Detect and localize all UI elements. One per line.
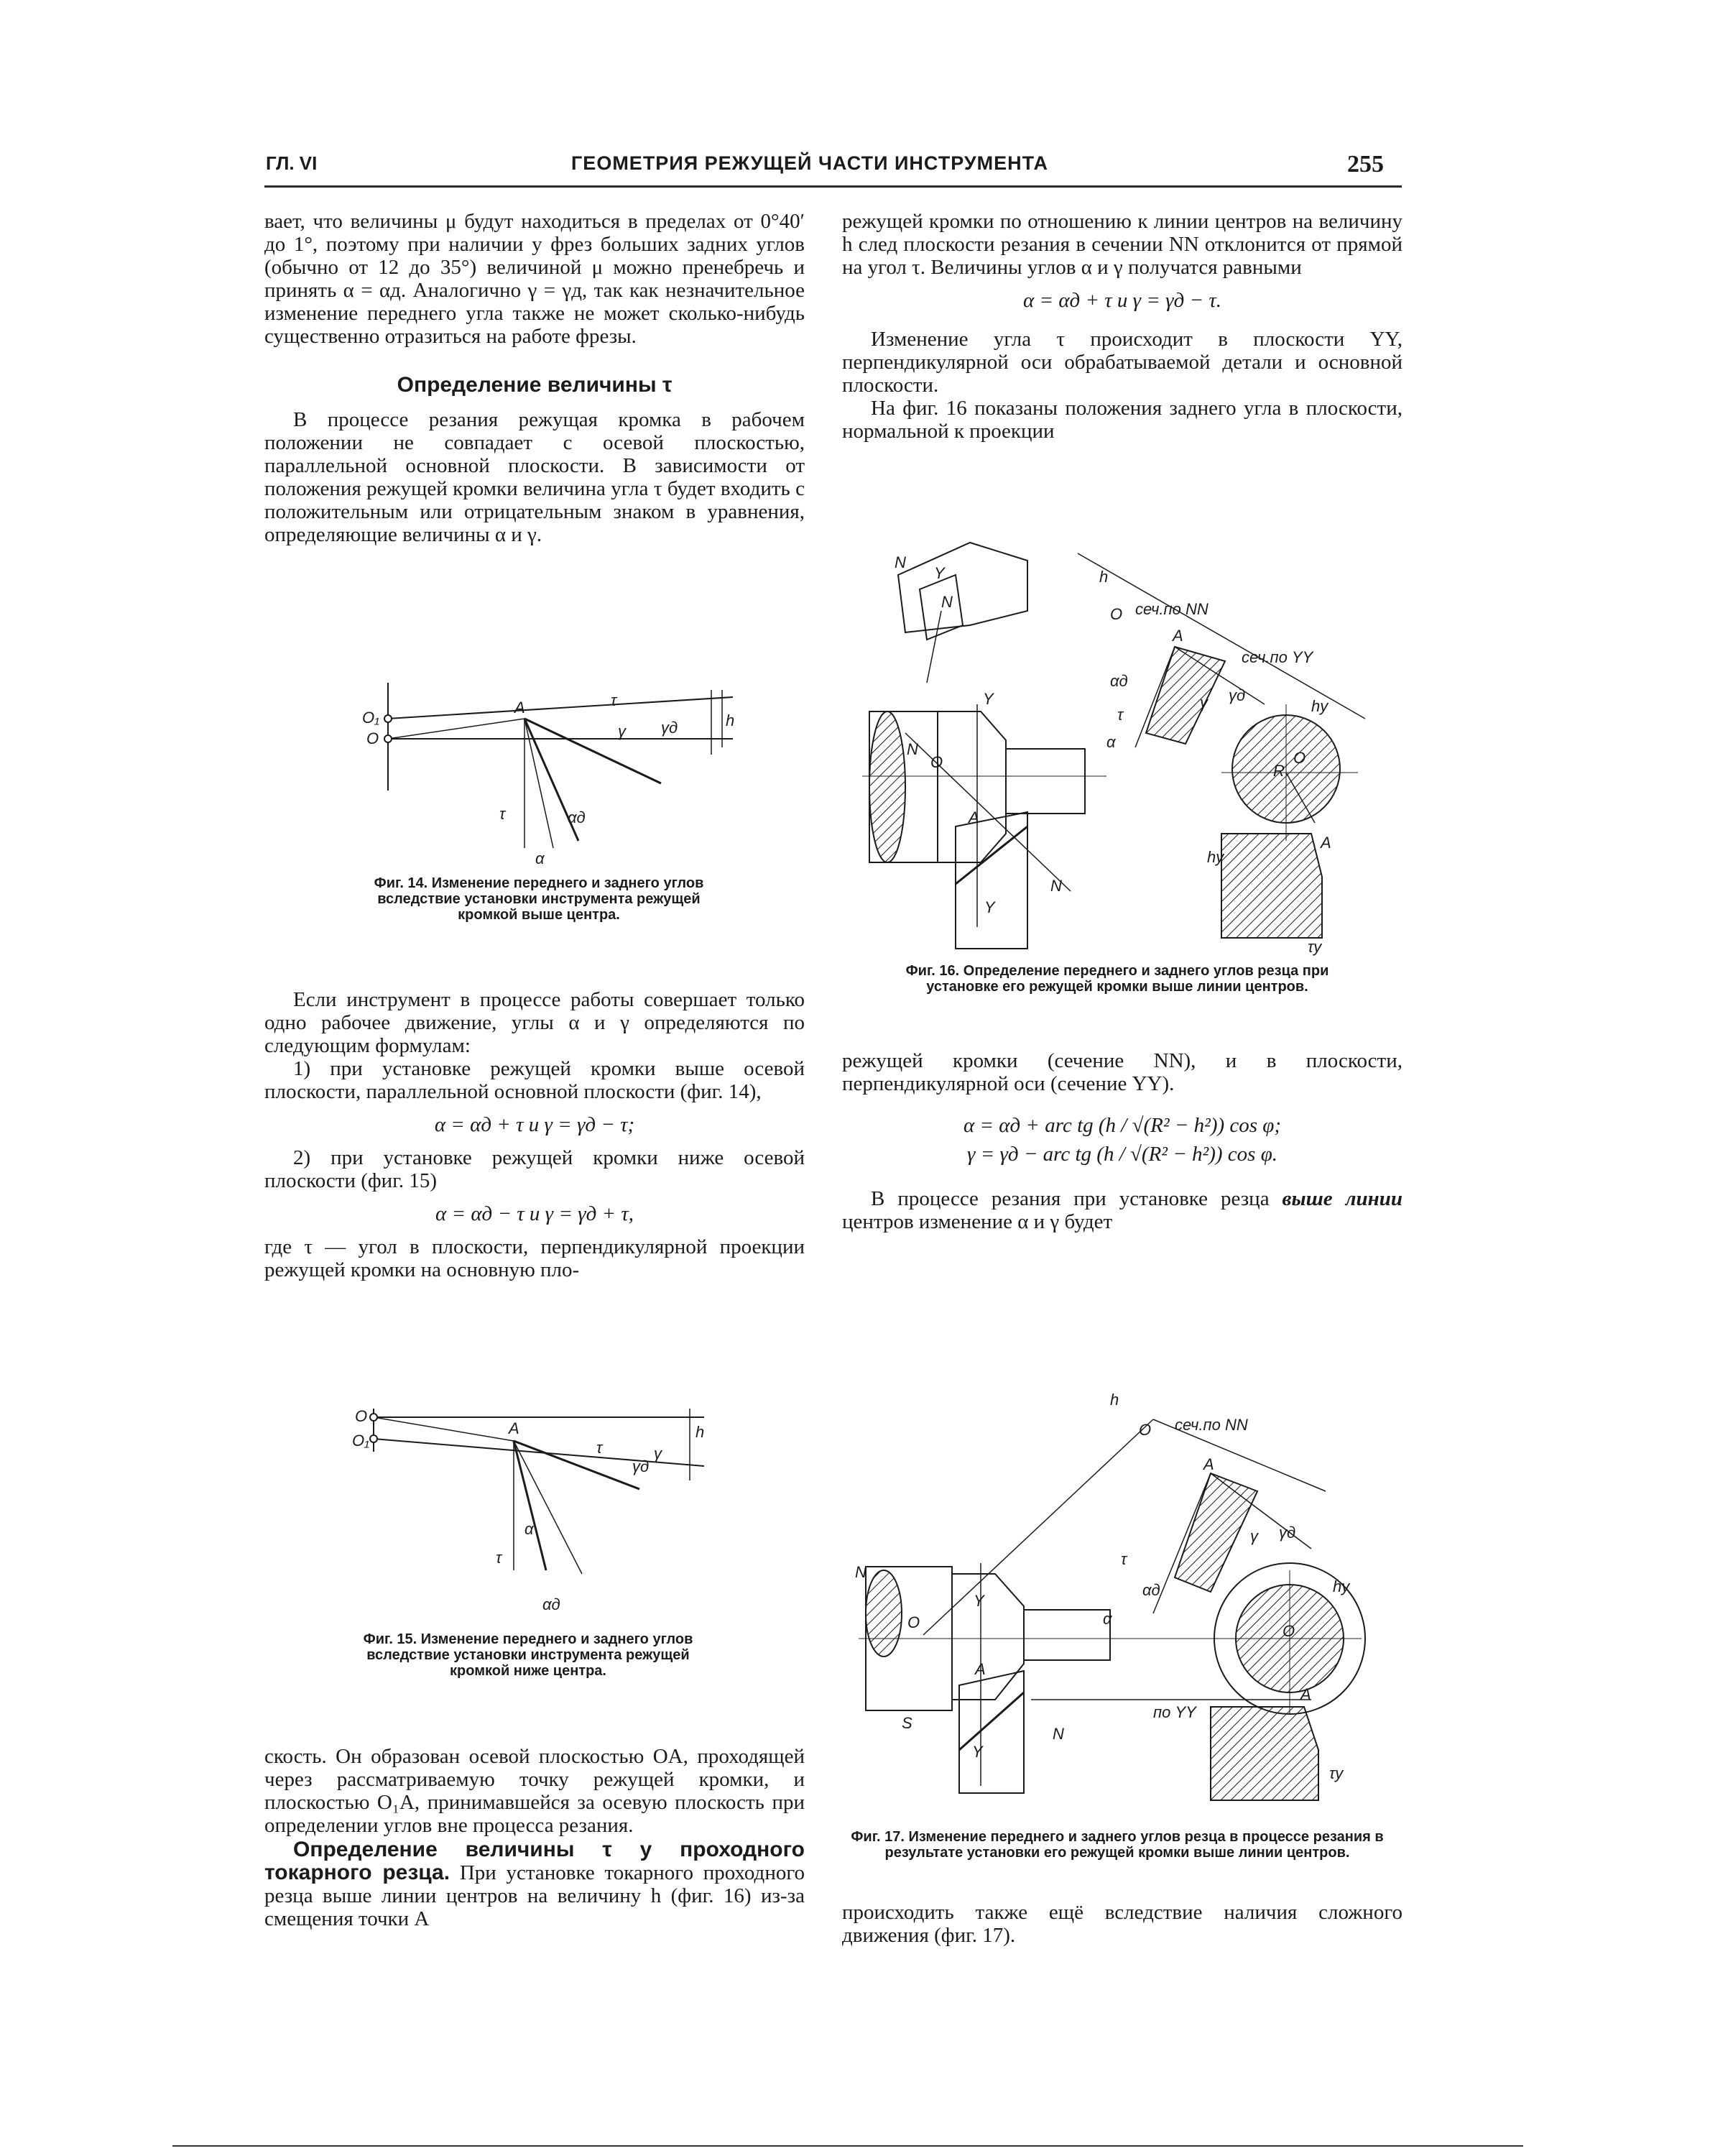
- fig15-label: τ: [596, 1439, 603, 1457]
- fig17-label: сеч.по NN: [1175, 1416, 1248, 1434]
- fig16-label: Y: [984, 898, 995, 916]
- fig16-label: R: [1273, 762, 1285, 780]
- fig14-label: τ: [499, 805, 506, 823]
- figure-caption: Фиг. 14. Изменение переднего и заднего углов вследствие установки инструмента режущей кромкой выше центра.: [374, 875, 704, 923]
- fig15-label: α: [524, 1520, 534, 1538]
- fig16-label: τy: [1308, 938, 1322, 956]
- fig14-label: h: [726, 711, 735, 729]
- chapter-label: ГЛ. VI: [266, 152, 318, 174]
- fig17-label: по YY: [1153, 1703, 1196, 1721]
- fig16-label: сеч.по NN: [1135, 600, 1209, 618]
- fig16-label: A: [1321, 834, 1331, 852]
- formula: γ = γд − arc tg (h / √(R² − h²)) cos φ.: [966, 1143, 1278, 1166]
- paragraph: происходить также ещё вследствие наличия сложного движения (фиг. 17).: [842, 1901, 1402, 1947]
- fig16-label: hy: [1207, 848, 1224, 866]
- fig14-label: γд: [661, 719, 678, 737]
- fig16-label: A: [1173, 627, 1183, 645]
- left-column-bottom: [264, 1745, 805, 1930]
- fig16-label: O: [1293, 749, 1306, 767]
- fig16-label: γд: [1229, 686, 1246, 704]
- fig17-label: hy: [1333, 1577, 1350, 1595]
- page-edge-rule: [172, 2145, 1523, 2147]
- figure-15: [352, 1401, 726, 1624]
- fig14-label: α: [535, 849, 545, 867]
- formula: α = αд − τ и γ = γд + τ,: [435, 1202, 634, 1225]
- section-heading: Определение величины τ у проходного токарного резца.: [264, 1838, 805, 1884]
- formula: α = αд + τ и γ = γд − τ.: [1023, 289, 1221, 312]
- fig16-label: N: [895, 553, 906, 571]
- paragraph: 2) при установке режущей кромки ниже осевой плоскости (фиг. 15): [264, 1146, 805, 1192]
- fig15-label: O: [355, 1407, 368, 1425]
- fig16-label: Y: [983, 690, 994, 708]
- fig17-label: h: [1110, 1391, 1119, 1409]
- paragraph: 1) при установке режущей кромки выше осевой плоскости, параллельной основной плоскости (фиг. 14),: [264, 1057, 805, 1103]
- fig14-label: αд: [568, 808, 586, 826]
- fig17-label: τ: [1121, 1550, 1127, 1568]
- fig14-label: O: [366, 729, 379, 747]
- figure-caption: Фиг. 15. Изменение переднего и заднего углов вследствие установки инструмента режущей кромкой ниже центра.: [363, 1631, 693, 1679]
- formula: α = αд + τ и γ = γд − τ;: [434, 1113, 635, 1136]
- fig17-label: N: [1053, 1725, 1064, 1743]
- paragraph: В процессе резания режущая кромка в рабочем положении не совпадает с осевой плоскостью, параллельной основной плоскости. В зависимости от положения режущей кромки величина угла τ будет входить с положительным или отрицательным знаком в уравнения, определяющие величины α и γ.: [264, 408, 805, 546]
- paragraph: где τ — угол в плоскости, перпендикулярной проекции режущей кромки на основную пло-: [264, 1235, 805, 1281]
- header-rule: [264, 185, 1402, 188]
- fig16-label: N: [941, 593, 953, 611]
- section-heading: Определение величины τ: [397, 373, 673, 397]
- fig16-label: α: [1106, 733, 1116, 751]
- right-column-top: [842, 210, 1402, 443]
- fig14-label: O₁: [362, 709, 380, 727]
- fig16-label: A: [969, 808, 979, 826]
- paragraph: На фиг. 16 показаны положения заднего угла в плоскости, нормальной к проекции: [842, 397, 1402, 443]
- paragraph: скость. Он образован осевой плоскостью OA, проходящей через рассматриваемую точку режущей кромки, и плоскостью O₁A, принимавшейся за осевую плоскость при определении углов вне процесса резания.: [264, 1745, 805, 1837]
- figure-caption: Фиг. 16. Определение переднего и заднего углов резца при установке его режущей кромки выше линии центров.: [905, 963, 1329, 995]
- fig17-label: O: [907, 1613, 920, 1631]
- fig16-label: τ: [1117, 706, 1124, 724]
- fig17-label: O: [1139, 1421, 1152, 1439]
- fig17-label: A: [1203, 1455, 1214, 1473]
- fig15-label: αд: [542, 1595, 560, 1613]
- fig17-label: O: [1283, 1622, 1295, 1640]
- page-number: 255: [1347, 151, 1384, 178]
- figure-16: [862, 539, 1387, 956]
- fig17-label: γд: [1279, 1524, 1296, 1542]
- emphasis: выше линии: [1282, 1187, 1402, 1210]
- fig16-label: O: [1110, 605, 1123, 623]
- fig15-label: γд: [632, 1457, 650, 1475]
- figure-14: [362, 676, 747, 870]
- fig17-label: A: [1300, 1685, 1311, 1703]
- fig17-label: α: [1103, 1610, 1112, 1628]
- fig17-label: αд: [1142, 1581, 1160, 1599]
- paragraph: Если инструмент в процессе работы совершает только одно рабочее движение, углы α и γ определяются по следующим формулам:: [264, 988, 805, 1057]
- fig17-label: S: [902, 1714, 912, 1732]
- running-title: ГЕОМЕТРИЯ РЕЖУЩЕЙ ЧАСТИ ИНСТРУМЕНТА: [571, 152, 1048, 174]
- fig16-label: hy: [1311, 697, 1328, 715]
- fig16-label: N: [1050, 877, 1062, 895]
- figure-caption: Фиг. 17. Изменение переднего и заднего углов резца в процессе резания в результате установки его режущей кромки выше линии центров.: [851, 1829, 1384, 1861]
- fig16-label: Y: [934, 564, 945, 582]
- paragraph-text: центров изменение α и γ будет: [842, 1210, 1113, 1233]
- paragraph: Изменение угла τ происходит в плоскости YY, перпендикулярной оси обрабатываемой детали и основной плоскости.: [842, 328, 1402, 397]
- right-column-bottom: [842, 1901, 1402, 1947]
- fig15-label: A: [509, 1419, 519, 1437]
- fig16-label: N: [907, 740, 918, 758]
- fig15-label: h: [695, 1423, 705, 1441]
- fig15-label: O₁: [352, 1432, 370, 1450]
- paragraph: вает, что величины μ будут находиться в пределах от 0°40′ до 1°, поэтому при наличии у фрез больших задних углов (обычно от 12 до 35°) величиной μ можно пренебречь и принять α = αд. Аналогично γ = γд, так как незначительное изменение переднего угла также не может сколько-нибудь существенно отразиться на работе фрезы.: [264, 210, 805, 348]
- fig14-label: A: [514, 699, 525, 717]
- fig16-label: h: [1099, 568, 1109, 586]
- fig17-label: Y: [972, 1743, 983, 1761]
- fig17-label: A: [975, 1660, 986, 1678]
- fig15-label: τ: [496, 1549, 502, 1567]
- fig15-label: γ: [654, 1445, 662, 1462]
- fig17-label: γ: [1250, 1527, 1258, 1545]
- fig16-label: O: [930, 753, 943, 771]
- fig14-label: τ: [611, 691, 617, 709]
- right-column-middle: [842, 1049, 1402, 1233]
- fig16-label: αд: [1110, 672, 1128, 690]
- figure-17: [851, 1376, 1376, 1807]
- fig17-label: Y: [974, 1592, 984, 1610]
- paragraph-text: В процессе резания при установке резца: [871, 1187, 1283, 1210]
- formula: α = αд + arc tg (h / √(R² − h²)) cos φ;: [963, 1114, 1282, 1137]
- fig14-label: γ: [618, 722, 626, 740]
- paragraph-text: При установке токарного проходного резца выше линии центров на величину h (фиг. 16) из-за смещения точки A: [264, 1861, 805, 1930]
- fig17-label: N: [855, 1563, 866, 1581]
- paragraph: режущей кромки (сечение NN), и в плоскости, перпендикулярной оси (сечение YY).: [842, 1049, 1402, 1095]
- left-column-middle: [264, 988, 805, 1281]
- fig16-label: γ: [1200, 694, 1208, 711]
- fig16-label: сеч.по YY: [1242, 648, 1313, 666]
- paragraph: режущей кромки по отношению к линии центров на величину h след плоскости резания в сечении NN отклонится от прямой на угол τ. Величины углов α и γ получатся равными: [842, 210, 1402, 279]
- left-column-top: [264, 210, 805, 546]
- fig17-label: τy: [1329, 1764, 1344, 1782]
